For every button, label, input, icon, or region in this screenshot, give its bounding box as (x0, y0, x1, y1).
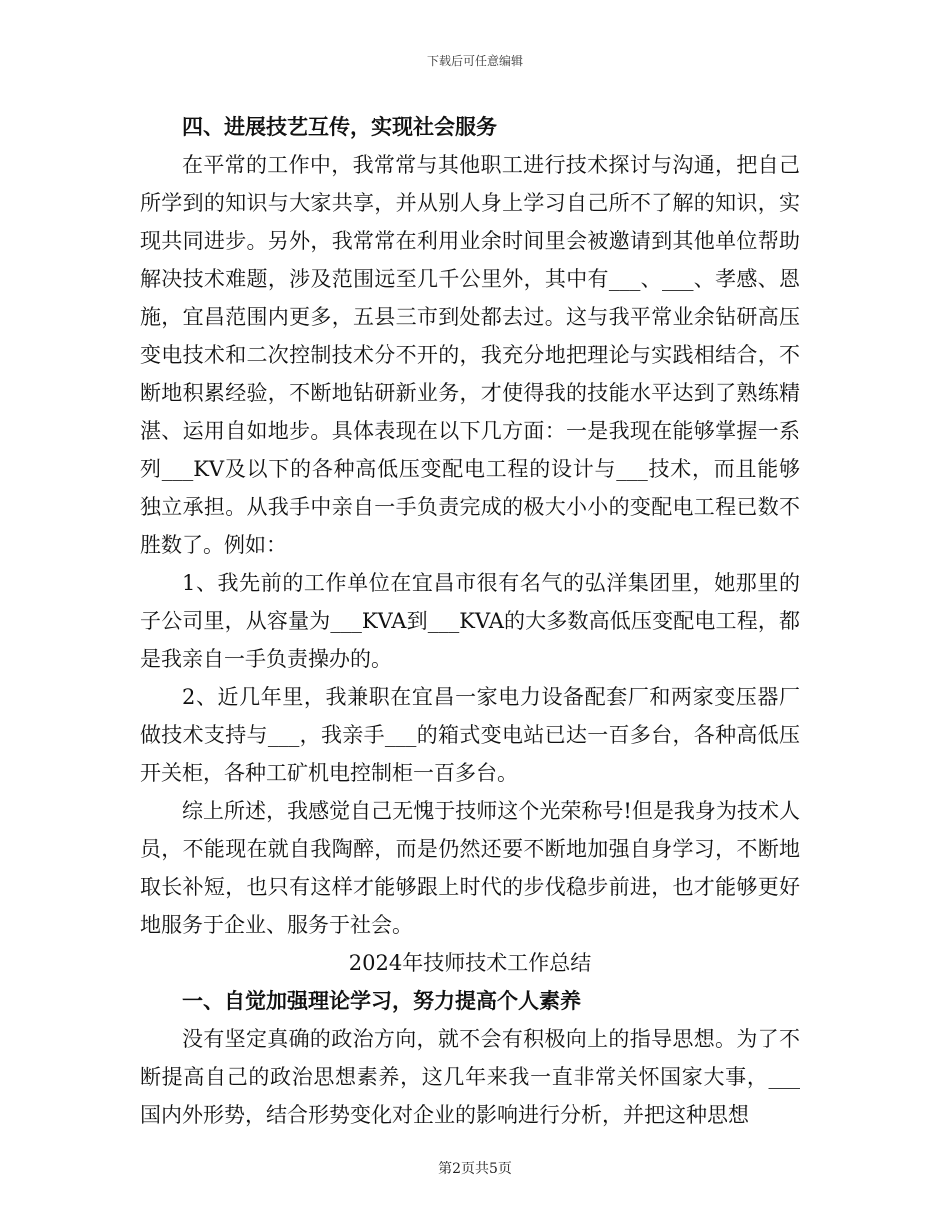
section-heading-4: 四、进展技艺互传，实现社会服务 (182, 114, 497, 139)
page-number: 第2页共5页 (438, 1161, 512, 1177)
paragraph-tech-exchange: 在平常的工作中，我常常与其他职工进行技术探讨与沟通，把自己所学到的知识与大家共享，并从别人身上学习自己所不了解的知识，实现共同进步。另外，我常常在利用业余时间里会被邀请到其他单位帮助解决技术难题，涉及范围远至几千公里外，其中有___、___、孝感、恩施，宜昌范围内更多，五县三市到处都去过。这与我平常业余钻研高压变电技术和二次控制技术分不开的，我充分地把理论与实践相结合，不断地积累经验，不断地钻研新业务，才使得我的技能水平达到了熟练精湛、运用自如地步。具体表现在以下几方面：一是我现在能够掌握一系列___KV及以下的各种高低压变配电工程的设计与___技术，而且能够独立承担。从我手中亲自一手负责完成的极大小小的变配电工程已数不胜数了。例如： (140, 153, 800, 557)
paragraph-theory-study: 没有坚定真确的政治方向，就不会有积极向上的指导思想。为了不断提高自己的政治思想素养，这几年来我一直非常关怀国家大事，___国内外形势，结合形势变化对企业的影响进行分析，并把这种思想 (140, 1027, 800, 1127)
document-body (140, 108, 800, 1134)
document-title: 2024年技师技术工作总结 (348, 951, 592, 975)
paragraph-example-2: 2、近几年里，我兼职在宜昌一家电力设备配套厂和两家变压器厂做技术支持与___，我亲手___的箱式变电站已达一百多台，各种高低压开关柜，各种工矿机电控制柜一百多台。 (140, 685, 800, 785)
paragraph-summary: 综上所述，我感觉自己无愧于技师这个光荣称号!但是我身为技术人员，不能现在就自我陶醉，而是仍然还要不断地加强自身学习，不断地取长补短，也只有这样才能够跟上时代的步伐稳步前进，也才能够更好地服务于企业、服务于社会。 (140, 799, 800, 937)
section-heading-1: 一、自觉加强理论学习，努力提高个人素养 (182, 988, 581, 1013)
page-header: 下载后可任意编辑 (426, 54, 523, 68)
paragraph-example-1: 1、我先前的工作单位在宜昌市很有名气的弘洋集团里，她那里的子公司里，从容量为___KVA到___KVA的大多数高低压变配电工程，都是我亲自一手负责操办的。 (140, 571, 800, 671)
